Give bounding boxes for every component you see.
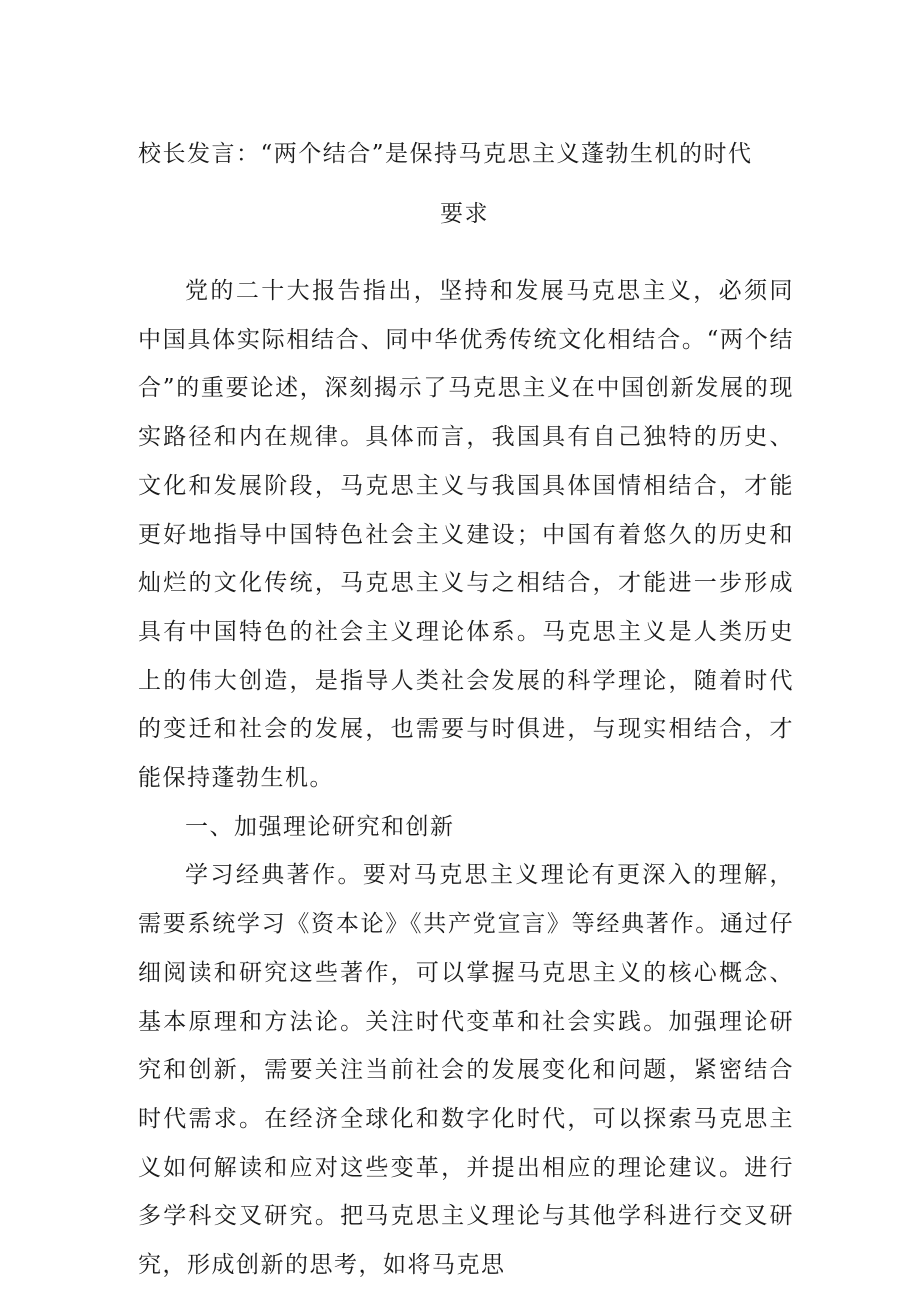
document-title-line-1: 校长发言：“两个结合”是保持马克思主义蓬勃生机的时代 [138, 141, 753, 167]
document-body [138, 267, 794, 1290]
paragraph-section-1: 学习经典著作。要对马克思主义理论有更深入的理解，需要系统学习《资本论》《共产党宣言》等经典著作。通过仔细阅读和研究这些著作，可以掌握马克思主义的核心概念、基本原理和方法论。关注时代变革和社会实践。加强理论研究和创新，需要关注当前社会的发展变化和问题，紧密结合时代需求。在经济全球化和数字化时代，可以探索马克思主义如何解读和应对这些变革，并提出相应的理论建议。进行多学科交叉研究。把马克思主义理论与其他学科进行交叉研究，形成创新的思考，如将马克思 [138, 862, 794, 1279]
paragraph-intro: 党的二十大报告指出，坚持和发展马克思主义，必须同中国具体实际相结合、同中华优秀传统文化相结合。“两个结合”的重要论述，深刻揭示了马克思主义在中国创新发展的现实路径和内在规律。具体而言，我国具有自己独特的历史、文化和发展阶段，马克思主义与我国具体国情相结合，才能更好地指导中国特色社会主义建设；中国有着悠久的历史和灿烂的文化传统，马克思主义与之相结合，才能进一步形成具有中国特色的社会主义理论体系。马克思主义是人类历史上的伟大创造，是指导人类社会发展的科学理论，随着时代的变迁和社会的发展，也需要与时俱进，与现实相结合，才能保持蓬勃生机。 [138, 278, 794, 792]
document-title-line-2: 要求 [440, 201, 489, 227]
section-heading-1: 一、加强理论研究和创新 [185, 813, 455, 840]
